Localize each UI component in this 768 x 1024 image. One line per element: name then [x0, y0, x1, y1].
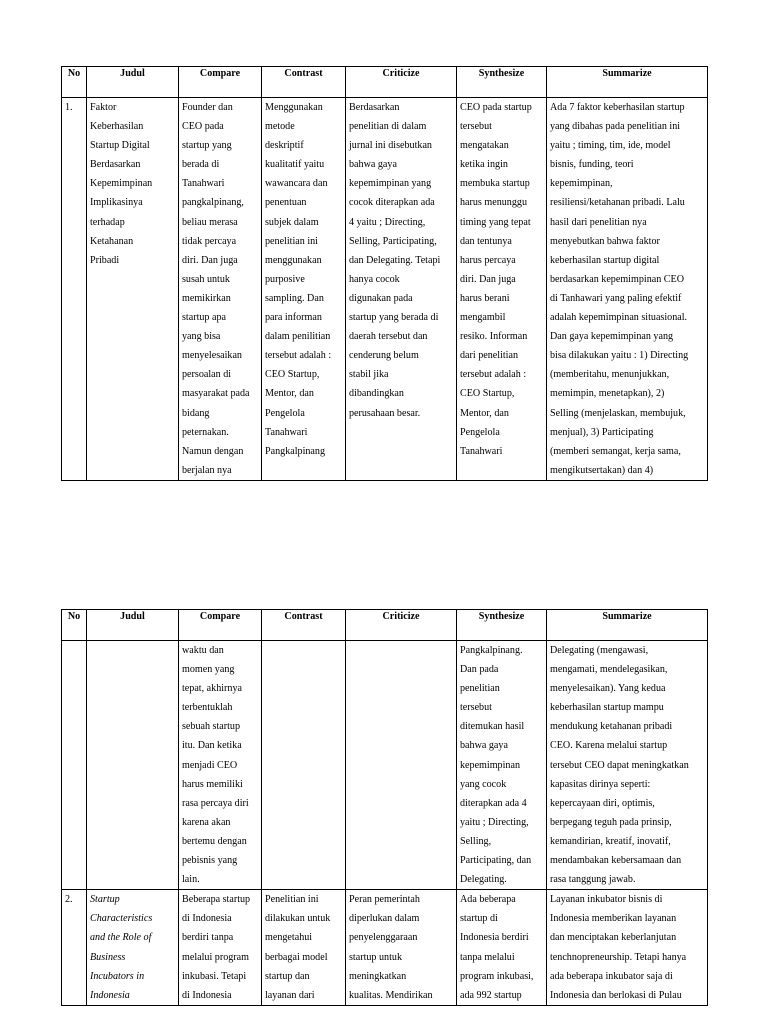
cell-text-line: wawancara dan [265, 178, 328, 190]
cell-text-line: mengatakan [460, 140, 509, 152]
cell-text-line: Implikasinya [90, 197, 143, 209]
cell-text-line: inkubasi. Tetapi [182, 970, 247, 982]
cell-text-line: bertemu dengan [182, 835, 247, 847]
cell-text-line: Founder dan [182, 102, 233, 113]
cell-judul [87, 641, 179, 890]
cell-no: 2. [62, 890, 87, 1006]
cell-text-line: and the Role of [90, 932, 152, 944]
cell-text-line: berdasarkan kepemimpinan CEO [550, 273, 684, 285]
cell-text-line: daerah tersebut dan [349, 331, 428, 343]
cell-text-line: startup yang berada di [349, 312, 439, 324]
cell-text-line: Selling, Participating, [349, 235, 437, 247]
cell-no: 1. [62, 98, 87, 481]
cell-text-line: Tanahwari [182, 178, 225, 190]
cell-text-line: Berdasarkan [349, 102, 400, 113]
cell-text-line: tersebut [460, 702, 492, 714]
cell-compare [179, 641, 262, 890]
cell-criticize [346, 98, 457, 481]
cell-text-line: dilakukan untuk [265, 913, 331, 925]
cell-text-line: stabil jika [349, 369, 389, 381]
cell-text-line: diterapkan ada 4 [460, 797, 527, 809]
cell-text-line: kepemimpinan, [550, 178, 613, 190]
cell-text-line: kemandirian, kreatif, inovatif, [550, 835, 671, 847]
header-judul: Judul [87, 67, 179, 98]
header-compare: Compare [179, 67, 262, 98]
header-row [62, 67, 708, 98]
cell-text-line: dan menciptakan keberlanjutan [550, 932, 677, 944]
cell-text-line: sampling. Dan [265, 292, 324, 304]
cell-text-line: mendambakan kebersamaan dan [550, 855, 682, 867]
cell-text-line: Startup Digital [90, 140, 150, 152]
cell-text-line: program inkubasi, [460, 970, 534, 982]
cell-text-line: dibandingkan [349, 388, 404, 400]
cell-text-line: beliau merasa [182, 216, 238, 228]
cell-text-line: berpegang teguh pada prinsip, [550, 816, 672, 828]
cell-text-line: Characteristics [90, 913, 153, 925]
cell-text-line: Delegating (mengawasi, [550, 645, 649, 656]
cell-text-line: ada beberapa inkubator saja di [550, 970, 673, 982]
cell-text-line: persoalan di [182, 369, 232, 381]
cell-text-line: CEO Startup, [460, 388, 515, 400]
cell-text-line: mengamati, mendelegasikan, [550, 664, 668, 676]
cell-text-line: karena akan [182, 816, 231, 828]
cell-text-line: Ketahanan [90, 235, 134, 247]
cell-text-line: keberhasilan startup mampu [550, 702, 664, 714]
cell-criticize [346, 641, 457, 890]
cell-text-line: rasa percaya diri [182, 797, 249, 809]
cell-text-line: bahwa gaya [460, 740, 508, 752]
cell-text-line: di Tanhawari yang paling efektif [550, 292, 682, 304]
cell-text-line: harus menunggu [460, 197, 527, 209]
cell-text-line: tidak percaya [182, 235, 237, 247]
cell-text-line: ketika ingin [460, 159, 508, 171]
cell-text-line: perusahaan besar. [349, 407, 421, 419]
cell-criticize [346, 890, 457, 1006]
cell-summarize [547, 890, 708, 1006]
cell-text-line: keberhasilan startup digital [550, 254, 660, 266]
cell-text-line: diri. Dan juga [460, 273, 516, 285]
cell-text-line: berbagai model [265, 951, 328, 963]
cell-text-line: Faktor [90, 102, 117, 113]
cell-text-line: startup apa [182, 312, 227, 324]
cell-text-line: Indonesia [90, 989, 130, 1001]
cell-text-line: Pangkalpinang [265, 445, 325, 457]
cell-text-line: purposive [265, 273, 305, 285]
cell-text-line: Pangkalpinang. [460, 645, 523, 656]
cell-text-line: subjek dalam [265, 216, 319, 228]
cell-text-line: tenchnopreneurship. Tetapi hanya [550, 951, 687, 963]
cell-text-line: kualitas. Mendirikan [349, 989, 433, 1001]
cell-text-line: penelitian ini [265, 235, 318, 247]
cell-text-line: tersebut adalah : [460, 369, 527, 381]
cell-text-line: para informan [265, 312, 322, 324]
cell-text-line: menjual), 3) Participating [550, 426, 654, 438]
cell-text-line: startup yang [182, 140, 232, 152]
cell-text-line: Dan gaya kepemimpinan yang [550, 331, 674, 343]
cell-text-line: Business [90, 951, 126, 963]
cell-text-line: Selling (menjelaskan, membujuk, [550, 407, 686, 419]
cell-text-line: Startup [90, 894, 120, 906]
cell-text-line: Pribadi [90, 254, 120, 266]
cell-text-line: kepemimpinan [460, 759, 520, 771]
cell-contrast [262, 890, 346, 1006]
cell-text-line: penelitian [460, 683, 500, 695]
cell-text-line: bisa dilakukan yaitu : 1) Directing [550, 350, 689, 362]
cell-text-line: resiko. Informan [460, 331, 528, 343]
cell-text-line: hanya cocok [349, 273, 400, 285]
header-no: No [62, 67, 87, 98]
header-contrast: Contrast [262, 67, 346, 98]
cell-text-line: startup dan [265, 970, 310, 982]
cell-text-line: harus berani [460, 292, 510, 304]
cell-text-line: jurnal ini disebutkan [349, 140, 432, 152]
cell-text-line: berada di [182, 159, 220, 171]
header-summarize: Summarize [547, 610, 708, 641]
cell-text-line: menyebutkan bahwa faktor [550, 235, 660, 247]
cell-text-line: terbentuklah [182, 702, 233, 714]
header-synthesize: Synthesize [457, 610, 547, 641]
cell-text-line: yaitu ; Directing, [460, 816, 529, 828]
cell-text-line: startup di [460, 913, 498, 925]
cell-text-line: tersebut adalah : [265, 350, 332, 362]
cell-text-line: penyelenggaraan [349, 932, 418, 944]
cell-text-line: Indonesia memberikan layanan [550, 913, 677, 925]
cell-synthesize [457, 890, 547, 1006]
cell-text-line: bahwa gaya [349, 159, 397, 171]
header-contrast: Contrast [262, 610, 346, 641]
header-judul: Judul [87, 610, 179, 641]
cell-text-line: dari penelitian [460, 350, 519, 362]
cell-text-line: CEO pada [182, 121, 224, 133]
cell-text-line: susah untuk [182, 273, 230, 285]
cell-text-line: berjalan nya [182, 464, 232, 476]
cell-text-line: CEO Startup, [265, 369, 320, 381]
cell-text-line: Namun dengan [182, 445, 244, 457]
cell-text-line: Mentor, dan [265, 388, 314, 400]
cell-text-line: memikirkan [182, 292, 231, 304]
cell-text-line: CEO pada startup [460, 102, 532, 113]
cell-text-line: yaitu ; timing, tim, ide, model [550, 140, 671, 152]
header-synthesize: Synthesize [457, 67, 547, 98]
cell-text-line: cenderung belum [349, 350, 419, 362]
cell-judul [87, 890, 179, 1006]
cell-text-line: tersebut CEO dapat meningkatkan [550, 759, 689, 771]
header-criticize: Criticize [346, 67, 457, 98]
cell-text-line: kepercayaan diri, optimis, [550, 797, 655, 809]
cell-text-line: tersebut [460, 121, 492, 133]
cell-text-line: pangkalpinang, [182, 197, 244, 209]
cell-text-line: yang bisa [182, 331, 221, 343]
cell-text-line: ada 992 startup [460, 989, 522, 1001]
cell-text-line: ditemukan hasil [460, 721, 525, 733]
table-row [62, 98, 708, 481]
cell-text-line: hasil dari penelitian nya [550, 216, 647, 228]
cell-text-line: digunakan pada [349, 292, 413, 304]
cell-text-line: lain. [182, 874, 200, 886]
cell-text-line: tanpa melalui [460, 951, 515, 963]
cell-text-line: layanan dari [265, 989, 315, 1001]
cell-text-line: resiliensi/ketahanan pribadi. Lalu [550, 197, 685, 209]
header-criticize: Criticize [346, 610, 457, 641]
cell-text-line: sebuah startup [182, 721, 241, 733]
cell-text-line: Ada beberapa [460, 894, 516, 906]
cell-contrast [262, 641, 346, 890]
table-row [62, 641, 708, 890]
cell-text-line: adalah kepemimpinan situasional. [550, 312, 688, 324]
cell-text-line: startup untuk [349, 951, 402, 963]
cell-text-line: Tanahwari [265, 426, 308, 438]
cell-text-line: Indonesia berdiri [460, 932, 529, 944]
cell-text-line: Keberhasilan [90, 121, 144, 133]
cell-text-line: mengetahui [265, 932, 313, 944]
cell-text-line: Berdasarkan [90, 159, 141, 171]
cell-text-line: menyelesaikan). Yang kedua [550, 683, 666, 695]
cell-text-line: mengikutsertakan) dan 4) [550, 464, 654, 476]
cell-text-line: Incubators in [90, 970, 145, 982]
cell-text-line: diri. Dan juga [182, 254, 238, 266]
cell-text-line: 4 yaitu ; Directing, [349, 216, 426, 228]
cell-text-line: deskriptif [265, 140, 304, 152]
cell-text-line: timing yang tepat [460, 216, 531, 228]
header-no: No [62, 610, 87, 641]
cell-text-line: Penelitian ini [265, 894, 319, 906]
header-row [62, 610, 708, 641]
cell-text-line: tepat, akhirnya [182, 683, 242, 695]
cell-summarize [547, 98, 708, 481]
cell-compare [179, 890, 262, 1006]
cell-text-line: terhadap [90, 216, 125, 228]
cell-text-line: Indonesia dan berlokasi di Pulau [550, 989, 682, 1001]
cell-text-line: dan tentunya [460, 235, 512, 247]
cell-text-line: Layanan inkubator bisnis di [550, 894, 663, 906]
cell-text-line: Pengelola [265, 407, 305, 419]
cell-text-line: mengambil [460, 312, 506, 324]
cell-text-line: meningkatkan [349, 970, 407, 982]
cell-text-line: memimpin, menetapkan), 2) [550, 388, 665, 400]
cell-synthesize [457, 98, 547, 481]
cell-text-line: CEO. Karena melalui startup [550, 740, 668, 752]
cell-text-line: harus memiliki [182, 778, 243, 790]
cell-text-line: harus percaya [460, 254, 516, 266]
cell-text-line: di Indonesia [182, 989, 232, 1001]
cell-text-line: Tanahwari [460, 445, 503, 457]
cell-text-line: yang cocok [460, 778, 507, 790]
literature-table-2 [61, 609, 708, 1006]
cell-text-line: mendukung ketahanan pribadi [550, 721, 673, 733]
header-compare: Compare [179, 610, 262, 641]
cell-text-line: bisnis, funding, teori [550, 159, 634, 171]
cell-text-line: bidang [182, 407, 210, 419]
cell-text-line: yang dibahas pada penelitian ini [550, 121, 681, 133]
cell-text-line: di Indonesia [182, 913, 232, 925]
cell-text-line: Kepemimpinan [90, 178, 153, 190]
cell-text-line: pebisnis yang [182, 855, 238, 867]
cell-text-line: penentuan [265, 197, 307, 209]
cell-text-line: menjadi CEO [182, 759, 238, 771]
cell-text-line: berdiri tanpa [182, 932, 234, 944]
cell-text-line: kualitatif yaitu [265, 159, 325, 171]
cell-text-line: waktu dan [182, 645, 224, 656]
cell-text-line: diperlukan dalam [349, 913, 420, 925]
cell-text-line: (memberi semangat, kerja sama, [550, 445, 681, 457]
cell-synthesize [457, 641, 547, 890]
cell-text-line: metode [265, 121, 295, 133]
cell-text-line: dan Delegating. Tetapi [349, 254, 441, 266]
cell-text-line: penelitian di dalam [349, 121, 427, 133]
cell-text-line: Mentor, dan [460, 407, 509, 419]
cell-text-line: itu. Dan ketika [182, 740, 242, 752]
cell-text-line: kepemimpinan yang [349, 178, 432, 190]
cell-text-line: Selling, [460, 835, 492, 847]
table-row [62, 890, 708, 1006]
cell-text-line: cocok diterapkan ada [349, 197, 435, 209]
cell-text-line: Beberapa startup [182, 894, 251, 906]
cell-text-line: membuka startup [460, 178, 530, 190]
cell-text-line: momen yang [182, 664, 235, 676]
literature-table-1 [61, 66, 708, 481]
cell-judul [87, 98, 179, 481]
cell-text-line: peternakan. [182, 426, 229, 438]
cell-summarize [547, 641, 708, 890]
cell-text-line: masyarakat pada [182, 388, 250, 400]
cell-text-line: Ada 7 faktor keberhasilan startup [550, 102, 685, 113]
cell-no [62, 641, 87, 890]
cell-text-line: Menggunakan [265, 102, 323, 113]
cell-text-line: Dan pada [460, 664, 499, 676]
cell-text-line: melalui program [182, 951, 249, 963]
cell-text-line: (memberitahu, menunjukkan, [550, 369, 670, 381]
cell-text-line: kapasitas dirinya seperti: [550, 778, 651, 790]
cell-text-line: menyelesaikan [182, 350, 242, 362]
cell-text-line: Participating, dan [460, 855, 532, 867]
cell-text-line: menggunakan [265, 254, 322, 266]
cell-text-line: Peran pemerintah [349, 894, 420, 906]
cell-contrast [262, 98, 346, 481]
cell-text-line: Delegating. [460, 874, 507, 886]
header-summarize: Summarize [547, 67, 708, 98]
cell-text-line: rasa tanggung jawab. [550, 874, 636, 886]
cell-compare [179, 98, 262, 481]
cell-text-line: Pengelola [460, 426, 500, 438]
cell-text-line: dalam penilitian [265, 331, 331, 343]
